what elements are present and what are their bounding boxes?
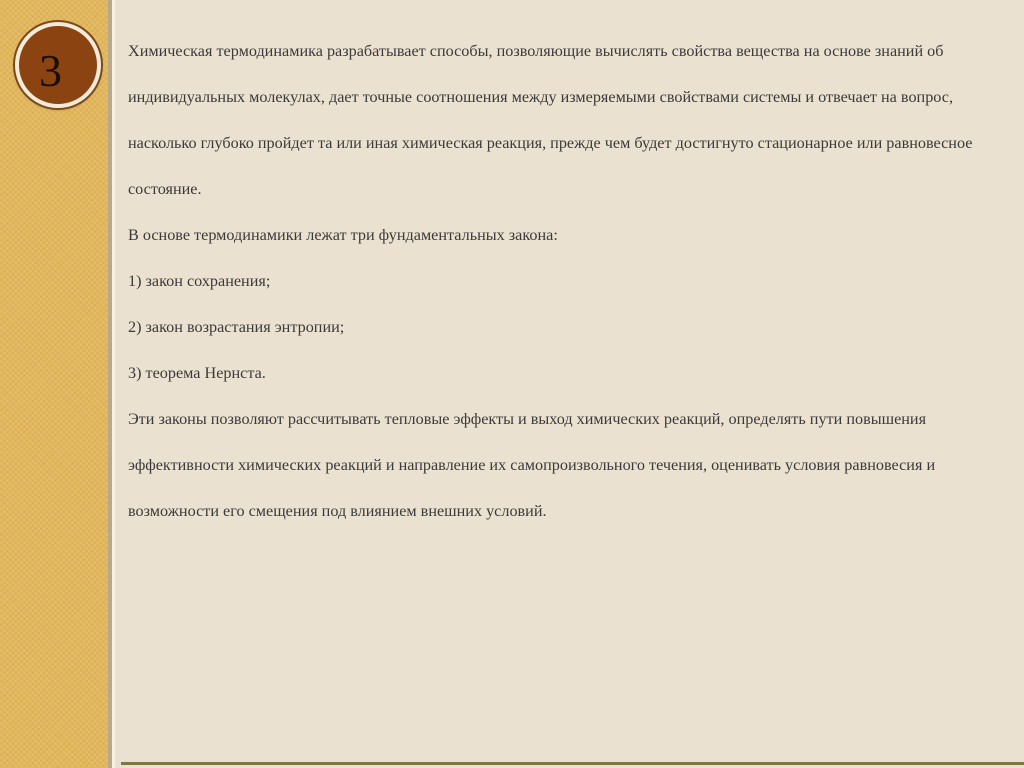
side-strip-highlight (112, 0, 115, 768)
list-item-law-1: 1) закон сохранения; (128, 272, 271, 290)
paragraph-intro: Химическая термодинамика разрабатывает способы, позволяющие вычислять свойства вещества на основе знаний об индивидуальных молекулах, дает точные соотношения между измеряемыми свойствами системы и отвечает на вопрос, насколько глубоко пройдет та или иная химическая реакция, прежде чем будет достигнуто стационарное или равновесное состояние. (128, 42, 973, 198)
paragraph-laws-heading: В основе термодинамики лежат три фундаментальных закона: (128, 226, 558, 244)
slide-number-badge (15, 22, 101, 108)
bottom-divider (121, 762, 1024, 765)
decorative-side-strip (0, 0, 108, 768)
list-item-law-2: 2) закон возрастания энтропии; (128, 318, 345, 336)
paragraph-conclusion: Эти законы позволяют рассчитывать тепловые эффекты и выход химических реакций, определять пути повышения эффективности химических реакций и направление их самопроизвольного течения, оценивать условия равновесия и возможности его смещения под влиянием внешних условий. (128, 410, 936, 520)
list-item-law-3: 3) теорема Нернста. (128, 364, 266, 382)
slide-number: 3 (39, 45, 62, 96)
slide-body (128, 28, 1006, 534)
